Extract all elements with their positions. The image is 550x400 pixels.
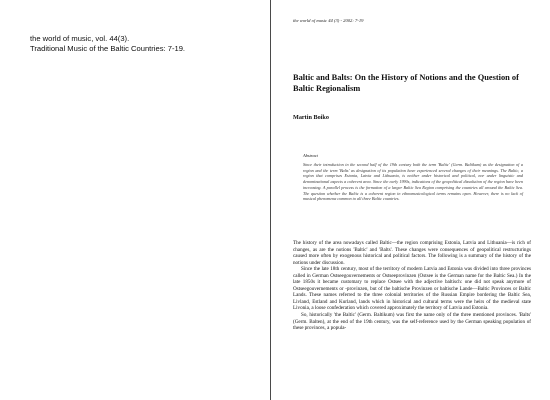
citation xyxy=(30,34,265,54)
left-page xyxy=(0,0,270,400)
article-title: Baltic and Balts: On the History of Notions and the Question of Baltic Regionalism xyxy=(293,73,519,93)
author-name: Martin Boiko xyxy=(293,114,329,121)
abstract-text: Since their introduction in the second half of the 19th century both the term 'Baltic' (Germ. Baltikum) as the designation of a region and the term 'Balts' as designation of its population have experienced several changes of their meanings. The Baltic, a region that comprises Estonia, Latvia and Lithuania, is neither under historical and political, nor under linguistic and denominational aspects a coherent area. Since the early 1990s, indications of the geopolitical dissolution of the region have been increasing. A parallel process is the formation of a larger Baltic Sea Region comprising the countries all around the Baltic Sea. The question whether the Baltic is a coherent region in ethnomusicological terms remains open. However, there is no lack of musical phenomena common to all three Baltic countries. xyxy=(303,162,523,202)
body-paragraph-2: Since the late 18th century, most of the territory of modern Latvia and Estonia was divided into three provinces called in German Ostseegouvernements or Ostseeprovinzen (Ostsee is the German name for the Baltic Sea.) In the late 1850s it became customary to replace Ostsee with the adjective baltisch: one did not speak anymore of Ostseegouvernements or -provinzen, but of the baltische Provinzen or baltische Lande—Baltic Provinces or Baltic Lands. These names referred to the three colonial territories of the Russian Empire bordering the Baltic Sea, Livland, Estland and Kurland, lands which in historical and cultural terms were the heirs of the medieval state Livonia, a loose confederation which covered approximately the territory of Latvia and Estonia. xyxy=(293,266,531,312)
right-page xyxy=(271,0,550,400)
body-text xyxy=(293,240,531,332)
body-paragraph-3: So, historically 'the Baltic' (Germ. Baltikum) was first the name only of the three mentioned provinces. 'Balts' (Germ. Balten), at the end of the 19th century, was the self-reference used by the German speaking population of these provinces, a popula- xyxy=(293,312,531,332)
body-paragraph-1: The history of the area nowadays called Baltic—the region comprising Estonia, Latvia and Lithuania—is rich of changes, as are the notions 'Baltic' and 'Balts'. These changes were consequences of geopolitical restructurings caused more often by exogenous historical and political factors. The following is a summary of the history of the notions under discussion. xyxy=(293,240,531,266)
citation-line-2: Traditional Music of the Baltic Countries: 7-19. xyxy=(30,44,186,53)
abstract-heading: Abstract xyxy=(303,153,318,158)
citation-line-1: the world of music, vol. 44(3). xyxy=(30,34,130,43)
running-head: the world of music 44 (3) - 2002: 7-19 xyxy=(293,18,364,23)
